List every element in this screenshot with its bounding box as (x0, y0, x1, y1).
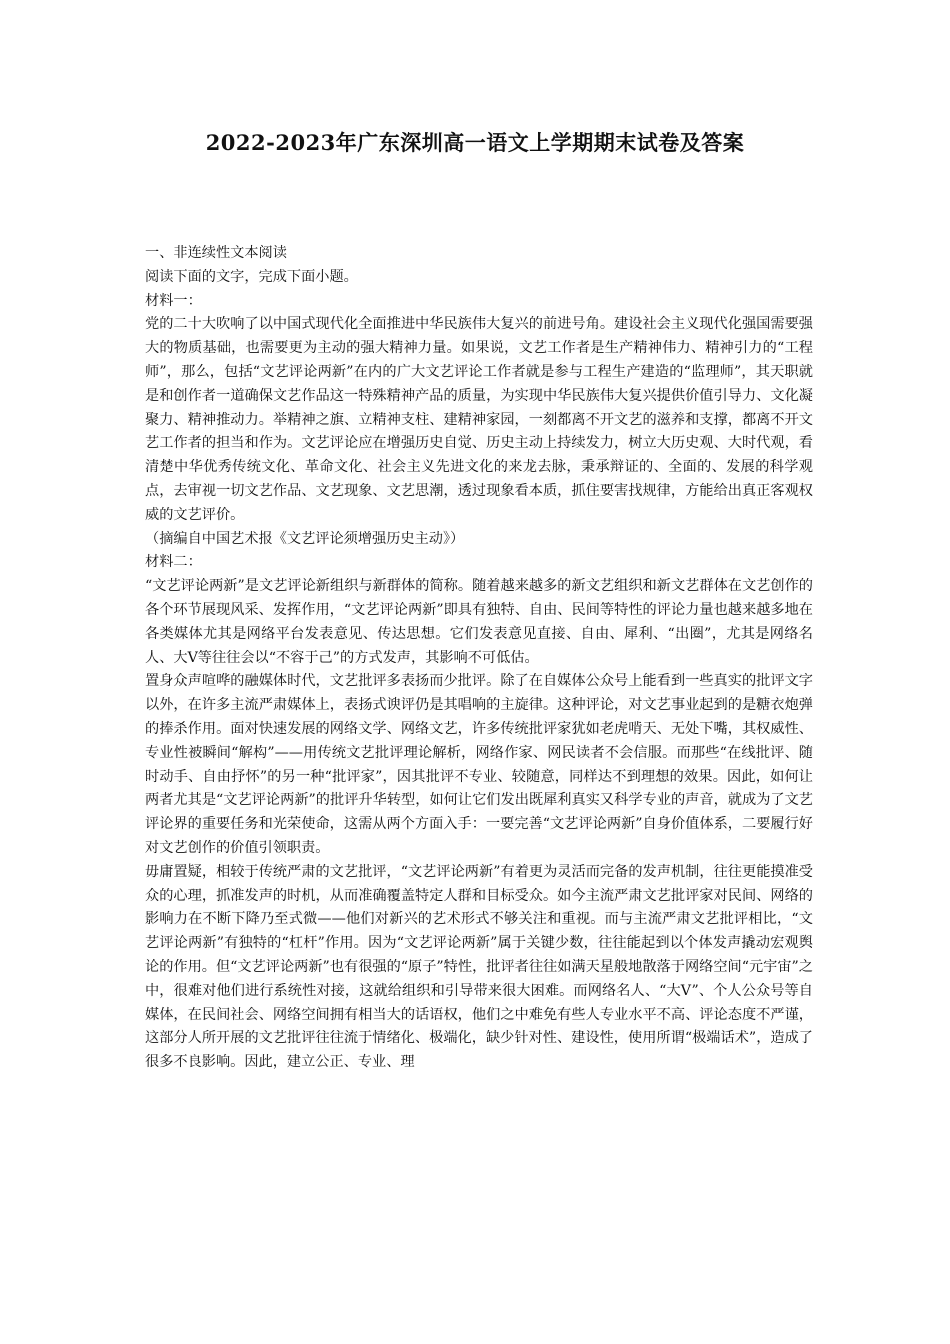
material-two-paragraph-1: “文艺评论两新”是文艺评论新组织与新群体的简称。随着越来越多的新文艺组织和新文艺群体在文艺创作的各个环节展现风采、发挥作用，“文艺评论两新”即具有独特、自由、民间等特性的评论力量也越来越多地在各类媒体尤其是网络平台发表意见、传达思想。它们发表意见直接、自由、犀利、“出圈”，尤其是网络名人、大V等往往会以“不容于己”的方式发声，其影响不可低估。 (145, 578, 813, 666)
document-body (145, 242, 813, 1075)
material-two-paragraph-3: 毋庸置疑，相较于传统严肃的文艺批评，“文艺评论两新”有着更为灵活而完备的发声机制，往往更能摸准受众的心理，抓准发声的时机，从而准确覆盖特定人群和目标受众。如今主流严肃文艺批评家对民间、网络的影响力在不断下降乃至式微——他们对新兴的艺术形式不够关注和重视。而与主流严肃文艺批评相比，“文艺评论两新”有独特的“杠杆”作用。因为“文艺评论两新”属于关键少数，往往能起到以个体发声撬动宏观舆论的作用。但“文艺评论两新”也有很强的“原子”特性，批评者往往如满天星般地散落于网络空间“元宇宙”之中，很难对他们进行系统性对接，这就给组织和引导带来很大困难。而网络名人、“大V”、个人公众号等自媒体，在民间社会、网络空间拥有相当大的话语权，他们之中难免有些人专业水平不高、评论态度不严谨，这部分人所开展的文艺批评往往流于情绪化、极端化，缺少针对性、建设性，使用所谓“极端话术”，造成了很多不良影响。因此，建立公正、专业、理 (145, 863, 813, 1071)
document-title: 2022-2023年广东深圳高一语文上学期期末试卷及答案 (205, 130, 745, 155)
material-two-label: 材料二： (145, 554, 202, 571)
reading-instruction: 阅读下面的文字，完成下面小题。 (145, 268, 358, 285)
section-heading: 一、非连续性文本阅读 (145, 245, 287, 261)
material-one-label: 材料一： (145, 292, 202, 309)
material-one-source: （摘编自中国艺术报《文艺评论须增强历史主动》） (145, 530, 465, 547)
material-one-paragraph: 党的二十大吹响了以中国式现代化全面推进中华民族伟大复兴的前进号角。建设社会主义现代化强国需要强大的物质基础，也需要更为主动的强大精神力量。如果说，文艺工作者是生产精神伟力、精神引力的“工程师”，那么，包括“文艺评论两新”在内的广大文艺评论工作者就是参与工程生产建造的“监理师”，其天职就是和创作者一道确保文艺作品这一特殊精神产品的质量，为实现中华民族伟大复兴提供价值引导力、文化凝聚力、精神推动力。举精神之旗、立精神支柱、建精神家园，一刻都离不开文艺的滋养和支撑，都离不开文艺工作者的担当和作为。文艺评论应在增强历史自觉、历史主动上持续发力，树立大历史观、大时代观，看清楚中华优秀传统文化、革命文化、社会主义先进文化的来龙去脉，秉承辩证的、全面的、发展的科学观点，去审视一切文艺作品、文艺现象、文艺思潮，透过现象看本质，抓住要害找规律，方能给出真正客观权威的文艺评价。 (145, 316, 813, 523)
material-two-paragraph-2: 置身众声喧哗的融媒体时代，文艺批评多表扬而少批评。除了在自媒体公众号上能看到一些真实的批评文字以外，在许多主流严肃媒体上，表扬式谀评仍是其唱响的主旋律。这种评论，对文艺事业起到的是糖衣炮弹的捧杀作用。面对快速发展的网络文学、网络文艺，许多传统批评家犹如老虎啃天、无处下嘴，其权威性、专业性被瞬间“解构”——用传统文艺批评理论解析，网络作家、网民读者不会信服。而那些“在线批评、随时动手、自由抒怀”的另一种“批评家”，因其批评不专业、较随意，同样达不到理想的效果。因此，如何让两者尤其是“文艺评论两新”的批评升华转型，如何让它们发出既犀利真实又科学专业的声音，就成为了文艺评论界的重要任务和光荣使命，这需从两个方面入手：一要完善“文艺评论两新”自身价值体系，二要履行好对文艺创作的价值引领职责。 (145, 673, 813, 856)
